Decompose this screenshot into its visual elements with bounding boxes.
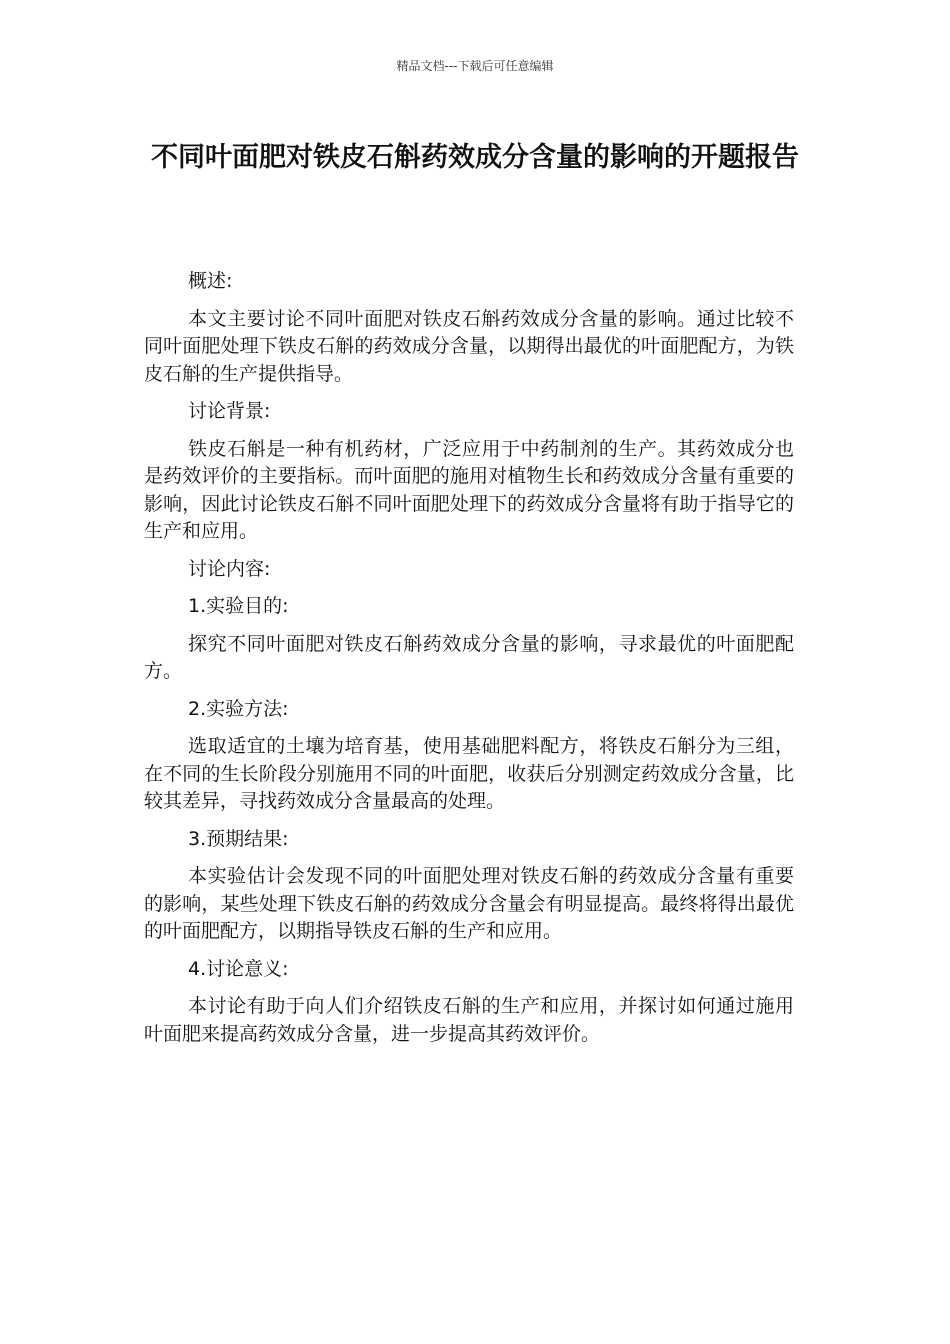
subheading-expected-results: 3.预期结果: [188, 827, 289, 850]
paragraph-purpose: 探究不同叶面肥对铁皮石斛药效成分含量的影响，寻求最优的叶面肥配方。 [144, 632, 794, 682]
paragraph-method: 选取适宜的土壤为培育基，使用基础肥料配方，将铁皮石斛分为三组，在不同的生长阶段分别施用不同的叶面肥，收获后分别测定药效成分含量，比较其差异，寻找药效成分含量最高的处理。 [144, 735, 794, 812]
paragraph-expected-results: 本实验估计会发现不同的叶面肥处理对铁皮石斛的药效成分含量有重要的影响，某些处理下铁皮石斛的药效成分含量会有明显提高。最终将得出最优的叶面肥配方，以期指导铁皮石斛的生产和应用。 [144, 865, 794, 942]
paragraph-background: 铁皮石斛是一种有机药材，广泛应用于中药制剂的生产。其药效成分也是药效评价的主要指标。而叶面肥的施用对植物生长和药效成分含量有重要的影响，因此讨论铁皮石斛不同叶面肥处理下的药效成分含量将有助于指导它的生产和应用。 [144, 437, 794, 542]
subheading-method: 2.实验方法: [188, 697, 289, 720]
document-title: 不同叶面肥对铁皮石斛药效成分含量的影响的开题报告 [151, 142, 799, 173]
section-heading-content: 讨论内容: [188, 557, 271, 580]
section-heading-background: 讨论背景: [188, 400, 271, 422]
document-body [144, 268, 794, 1058]
paragraph-overview: 本文主要讨论不同叶面肥对铁皮石斛药效成分含量的影响。通过比较不同叶面肥处理下铁皮石斛的药效成分含量，以期得出最优的叶面肥配方，为铁皮石斛的生产提供指导。 [144, 307, 794, 385]
subheading-purpose: 1.实验目的: [188, 595, 289, 617]
paragraph-significance: 本讨论有助于向人们介绍铁皮石斛的生产和应用，并探讨如何通过施用叶面肥来提高药效成分含量，进一步提高其药效评价。 [144, 995, 794, 1045]
section-heading-overview: 概述: [188, 270, 233, 292]
header-note: 精品文档---下载后可任意编辑 [396, 59, 554, 73]
subheading-significance: 4.讨论意义: [188, 957, 289, 980]
